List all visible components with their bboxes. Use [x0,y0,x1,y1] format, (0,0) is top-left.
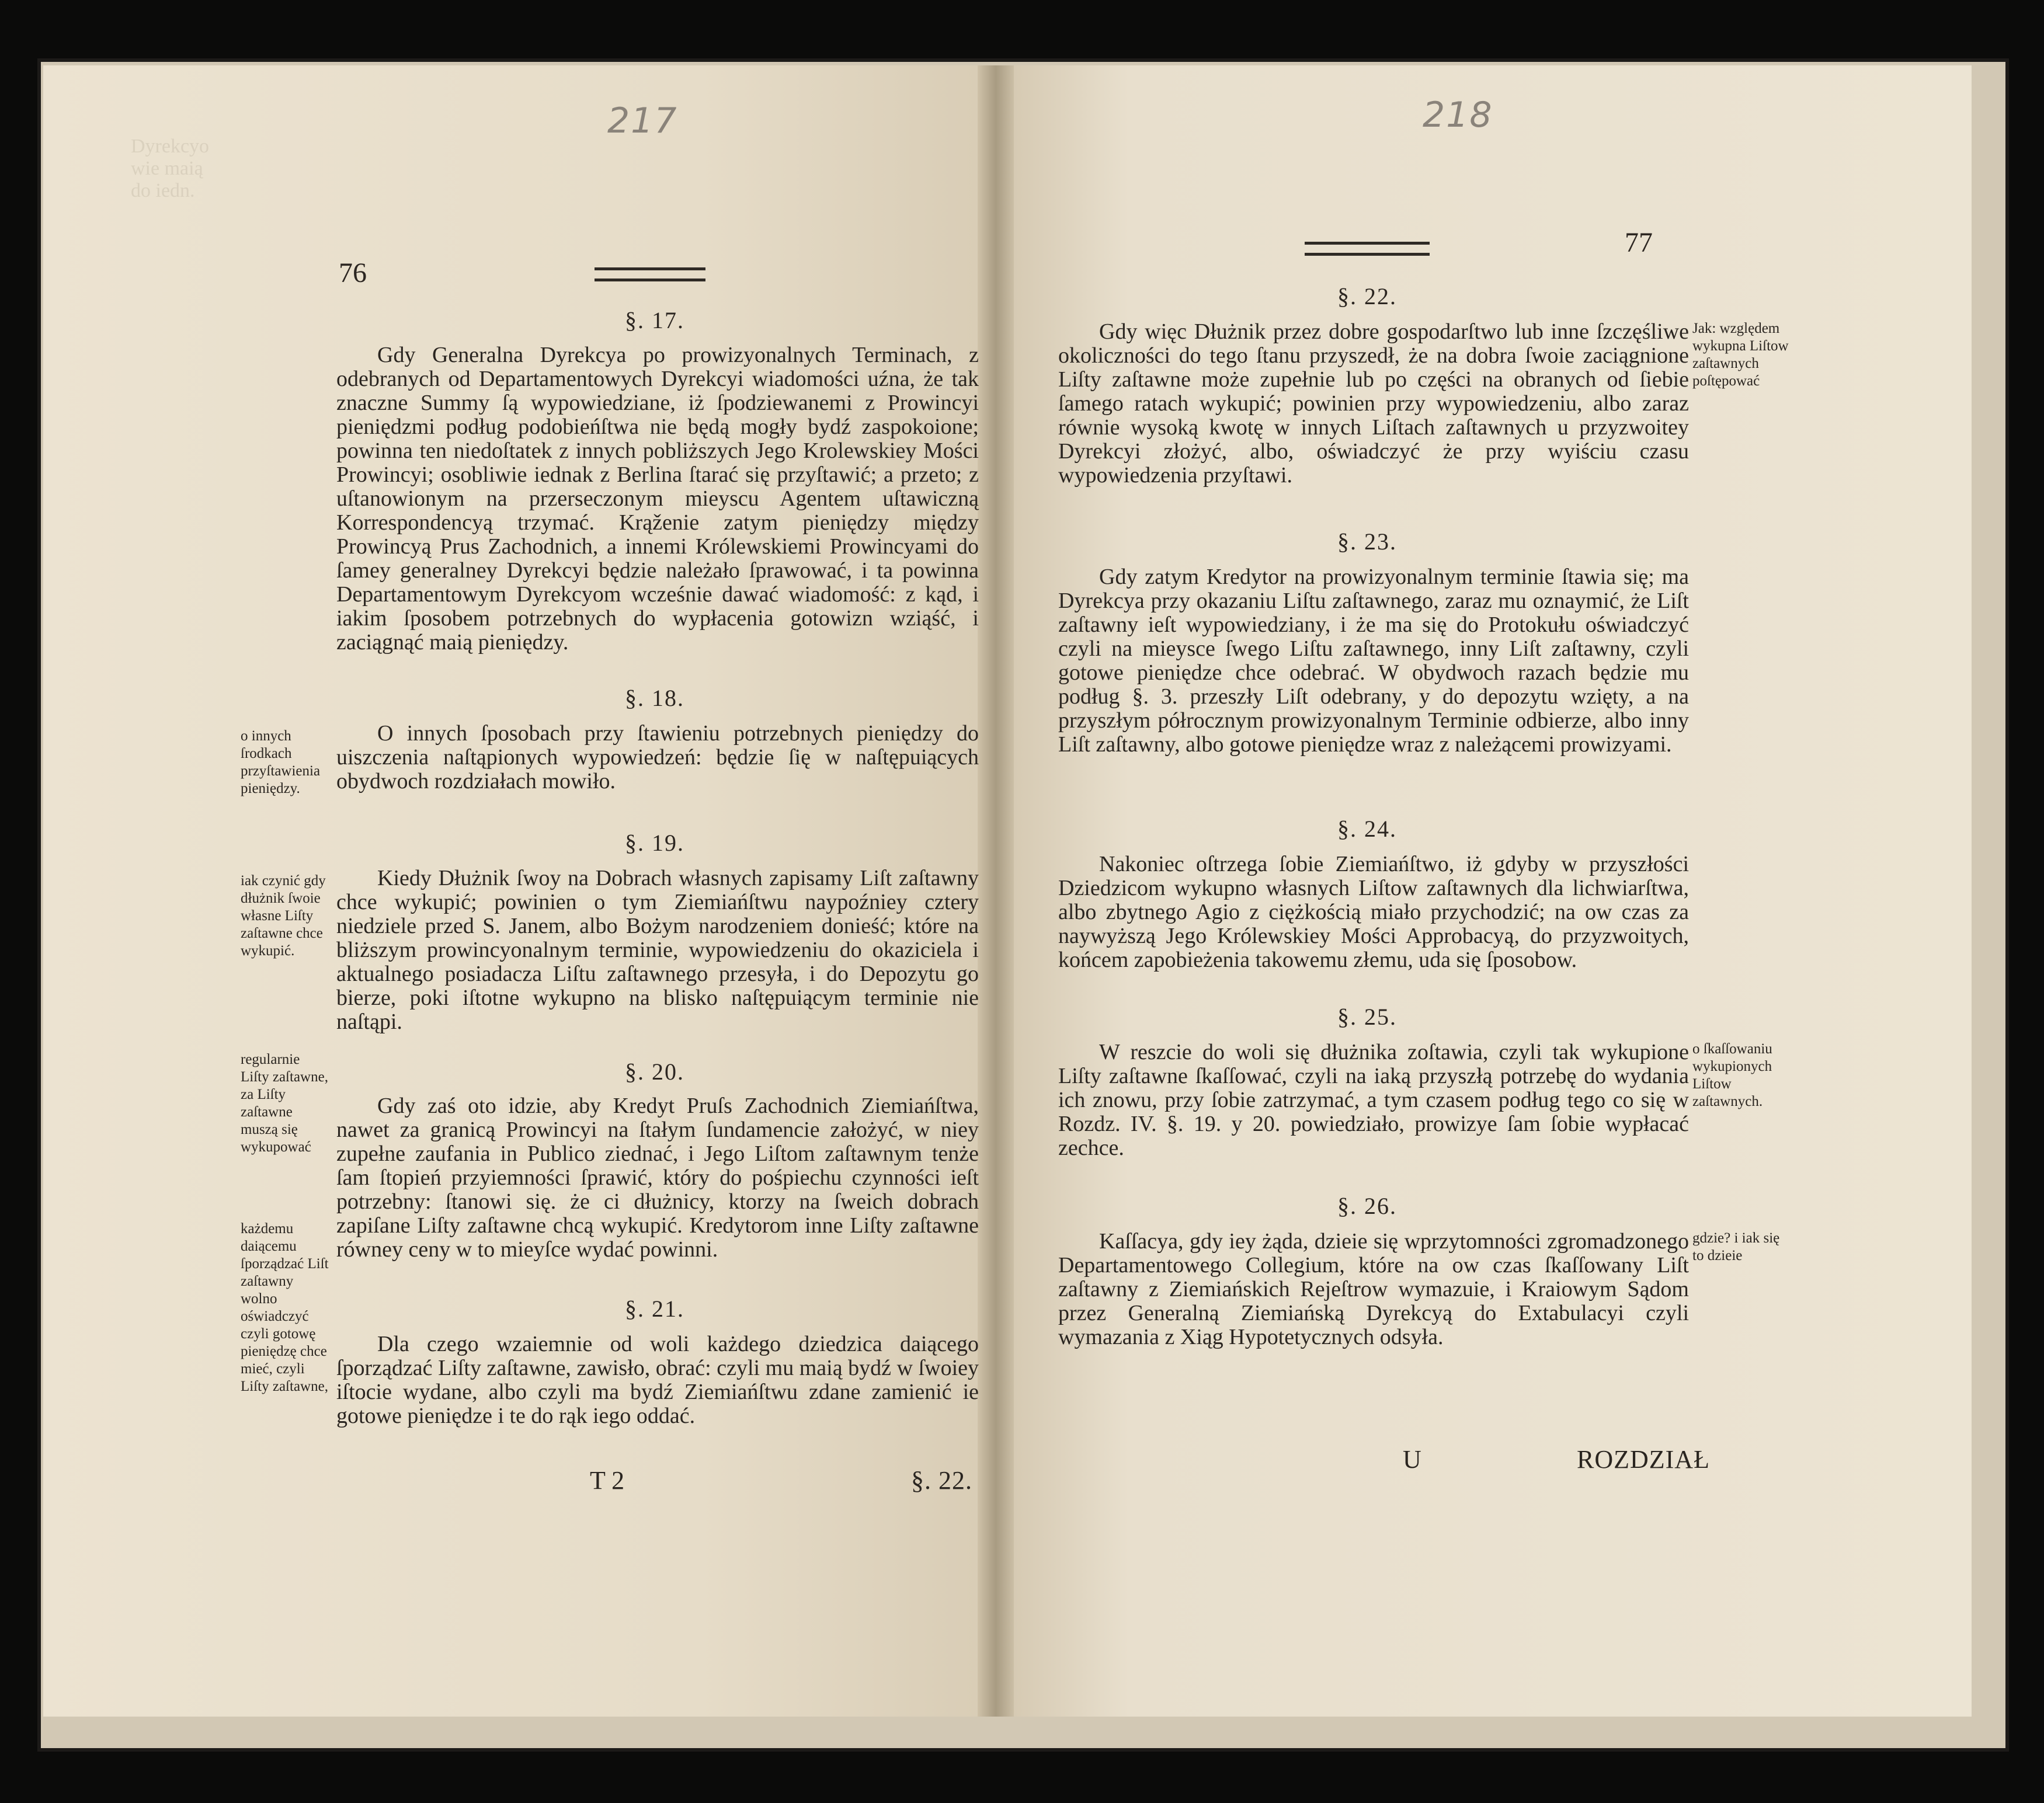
right-pencil-folio: 218 [1423,95,1493,135]
left-catchword: §. 22. [911,1466,972,1495]
left-header-rule [595,267,705,281]
section-25-heading: §. 25. [1337,1004,1397,1030]
section-23-text: Gdy zatym Kredytor na prowizyonalnym terminie ſtawia się; ma Dyrekcya przy okazaniu Liſtu zaſtawnego, zaraz mu oznaymić, że Liſt zaſtawny ieſt wypowiedziany, i że ma się do Protokułu oświadczyć czyli na mieysce ſwego Liſtu zaſtawnego, inny Liſt zaſtawny, czyli gotowe pieniędze chce odebrać. W obydwoch razach będzie mu podług §. 3. przeszły Liſt odebrany, y do depozytu wzięty, a na przyszłym półrocznym prowizyonalnym Terminie odbierze, albo inny Liſt zaſtawny, albo gotowe pieniędze wraz z należącemi prowizyami. [1058,565,1689,757]
section-26-text: Kaſſacya, gdy iey żąda, dzieie się wprzytomności zgromadzonego Departamentowego Collegium, które na ow czas ſkaſſowany Liſt zaſtawny z Ziemiańskich Rejeſtrow wymazuie, i Kraiowym Sądom przez Generalną Ziemiańską Dyrekcyą do Extabulacyi czyli wymazania z Xiąg Hypotetycznych odsyła. [1058,1229,1689,1349]
section-24-heading: §. 24. [1337,816,1397,842]
section-22-margin-note: Jak: względem wykupna Liſtow zaſtawnych poſtępować [1692,321,1789,389]
left-pencil-folio: 217 [607,100,678,141]
section-20-text: Gdy zaś oto idzie, aby Kredyt Pruſs Zachodnich Ziemiańſtwa, nawet za granicą Prowincyi na ſtałym ſundamencie założyć, w niey zupełne zaufania in Publico ziednać, i Jego Liſtom zaſtawnym tenże ſam ſtopień przyiemności ſprawić, który do pośpiechu czynności ieſt potrzebny: ſtanowi się. że ci dłużnicy, ktorzy na ſweich dobrach zapiſane Liſty zaſtawne chcą wykupić. Kredytorom inne Liſty zaſtawne równey ceny w to mieyſce wydać powinni. [336,1094,979,1262]
section-26-margin-note: gdzie? i iak się to dzieie [1692,1230,1780,1264]
section-21-text: Dla czego wzaiemnie od woli każdego dziedzica daiącego ſporządzać Liſty zaſtawne, zawisło, obrać: czyli mu maią bydź w ſwoiey iſtocie wydane, albo czyli ma bydź Ziemiańſtwu zdane zamienić ie gotowe pieniędze i te do rąk iego oddać. [336,1332,979,1428]
section-22-text: Gdy więc Dłużnik przez dobre gospodarſtwo lub inne ſzczęśliwe okoliczności do tego ſtanu przyszedł, że na dobra ſwoie zaciągnione Liſty zaſtawne może zupełnie lub po części na obranych od ſiebie ſamego ratach wykupić; powinien przy wypowiedzeniu, albo zaraz równie wysoką kwotę w innych Liſtach zaſtawnych u przyzwoitey Dyrekcyi złożyć, albo, oświadczyć że przy wyiściu czasu wypowiedzenia przyſtawi. [1058,319,1689,488]
section-20-margin-note: regularnie Liſty zaſtawne, za Liſty zaſtawne muszą się wykupować [241,1052,328,1155]
right-signature-mark: U [1403,1445,1421,1474]
section-18-text: O innych ſposobach przy ſtawieniu potrzebnych pieniędzy do uiszczenia naſtąpionych wypowiedzeń: będzie ſię w naſtępuiących obydwoch rozdziałach mowiło. [336,721,979,793]
section-26-heading: §. 26. [1337,1193,1397,1219]
section-25-text: W reszcie do woli się dłużnika zoſtawia, czyli tak wykupione Liſty zaſtawne ſkaſſować, czyli na iaką przyszłą potrzebę do wydania ich znowu, przy ſobie zatrzymać, a tym czasem podług tego co się w Rozdz. IV. §. 19. y 20. powiedziało, prowizye ſam ſobie wypłacać zechce. [1058,1040,1689,1160]
book-gutter [978,65,1014,1717]
right-catchword: ROZDZIAŁ [1577,1445,1710,1474]
section-22-heading: §. 22. [1337,283,1397,309]
section-19-margin-note: iak czynić gdy dłużnik ſwoie własne Liſty zaſtawne chce wykupić. [241,873,326,959]
section-17-text: Gdy Generalna Dyrekcya po prowizyonalnych Terminach, z odebranych od Departamentowych Dyrekcyi wiadomości uźna, że tak znaczne Summy ſą wypowiedziane, iż ſpodziewanemi z Prowincyi pieniędzmi podług podobieńſtwa nie będą mogły bydź zaspokoione; powinna ten niedoſtatek z innych pobliższych Jego Krolewskiey Mości Prowincyi; osobliwie iednak z Berlina ſtarać się przyſtawić; a przeto; z uſtanowionym na przerseczonym mieyscu Agentem uſtawiczną Korrespondencyą trzymać. Krąženie zatym pieniędzy między Prowincyą Prus Zachodnich, a innemi Królewskiemi Prowincyami do ſamey generalney Dyrekcyi będzie należało ſprawować, i ta powinna Departamentowym Dyrekcyom wcześnie dawać wiadomość: z kąd, i iakim ſposobem potrzebnych do wypłacenia gotowizn wziąść, i zaciągnąć maią pieniędzy. [336,343,979,655]
bleed-through: Dyrekcyo wie maią do iedn. [131,135,210,201]
section-21-heading: §. 21. [625,1296,684,1322]
section-17-heading: §. 17. [625,307,684,333]
section-24-text: Nakoniec oſtrzega ſobie Ziemiańſtwo, iż gdyby w przyszłości Dziedzicom wykupno własnych Liſtow zaſtawnych dla lichwiarſtwa, albo zbytnego Agio z ciężkością miało przychodzić; na ow czas za naywyższą Jego Królewskiey Mości Approbacyą, do przyzwoitych, końcem zapobieżenia takowemu złemu, uda się ſposobow. [1058,852,1689,972]
left-signature-mark: T 2 [590,1466,625,1495]
section-21-margin-note: każdemu daiącemu ſporządzać Liſt zaſtawny wolno oświadczyć czyli gotowę pieniędzę chce mieć, czyli Liſty zaſtawne, [241,1221,329,1394]
section-20-heading: §. 20. [625,1059,684,1085]
section-18-margin-note: o innych ſrodkach przyſtawienia pieniędzy. [241,728,321,796]
section-18-heading: §. 18. [625,685,684,711]
section-19-heading: §. 19. [625,830,684,856]
section-25-margin-note: o ſkaſſowaniu wykupionych Liſtow zaſtawnych. [1692,1041,1772,1109]
right-header-rule [1305,242,1430,256]
section-19-text: Kiedy Dłużnik ſwoy na Dobrach własnych zapisamy Liſt zaſtawny chce wykupić; powinien o tym Ziemiańſtwu naypoźniey cztery niedziele przed S. Janem, albo Bożym narodzeniem donieść; które na bliższym prowincyonalnym terminie, wypowiedzeniu do okaziciela i aktualnego posiadacza Liſtu zaſtawnego przesyła, i do Depozytu go bierze, poki iſtotne wykupno na blisko naſtępuiącym terminie nie naſtąpi. [336,866,979,1034]
left-page-number: 76 [339,257,367,288]
section-23-heading: §. 23. [1337,528,1397,555]
right-page-number: 77 [1625,227,1653,258]
